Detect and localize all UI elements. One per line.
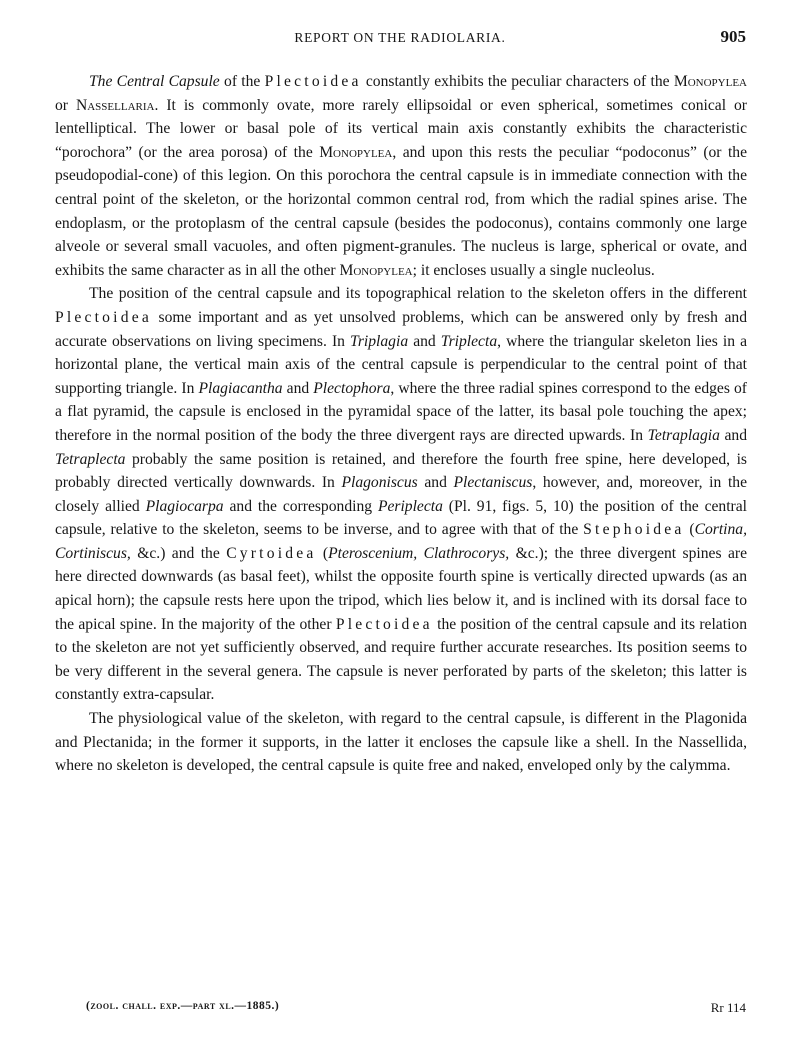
text-run: (Pl. 91, figs. 5, 10) the position of the central capsule, relative to the skeleton, seems to be inverse, and to agree with that of the: [55, 497, 748, 539]
smallcaps-term: Monopylea: [673, 73, 747, 90]
text-run: . It is commonly ovate, more rarely ellipsoidal or even spherical, sometimes conical or lentelliptical. The lower or basal pole of its vertical main axis constantly exhibits the characteristic “porochora” (or the area porosa) of the: [55, 96, 747, 161]
text-run: The position of the central capsule and its topographical relation to the skeleton offers in the different: [89, 285, 747, 303]
smallcaps-term: Monopylea: [319, 143, 393, 161]
italic-term: Tetraplecta: [55, 450, 126, 468]
smallcaps-term: Monopylea: [339, 261, 413, 279]
text-run: constantly exhibits the peculiar characters of the: [361, 73, 674, 90]
italic-term: Plectophora: [313, 379, 391, 397]
text-run: of the: [219, 73, 265, 90]
letterspaced-term: Plectoidea: [55, 308, 152, 326]
italic-term: The Central Capsule: [89, 73, 220, 90]
page-header: [0, 27, 800, 52]
body-text: [55, 70, 747, 778]
text-run: , where the triangular skeleton lies in a horizontal plane, the vertical main axis of the central capsule is perpendicular to the central point of that supporting triangle. In: [55, 332, 747, 397]
italic-term: Plagiocarpa: [145, 497, 224, 515]
text-run: the position of the central capsule and its relation to the skeleton are not yet sufficiently observed, and require further accurate researches. Its position seems to be very different in the several genera. The capsule is never perforated by parts of the skeleton; this latter is constantly extra-capsular.: [55, 615, 747, 704]
text-run: The physiological value of the skeleton, with regard to the central capsule, is different in the Plagonida and Plectanida; in the former it supports, in the latter it encloses the capsule like a shell. In the Nassellida, where no skeleton is developed, the central capsule is quite free and naked, enveloped only by the calymma.: [55, 710, 747, 775]
text-run: some important and as yet unsolved problems, which can be answered only by fresh and accurate observations on living specimens. In: [55, 308, 747, 350]
text-run: &c.) and the: [130, 544, 227, 562]
italic-term: Triplagia: [350, 332, 409, 350]
letterspaced-term: Cyrtoidea: [226, 544, 317, 562]
text-run: and the corresponding: [223, 497, 378, 515]
italic-term: Cortina, Cortiniscus,: [55, 521, 747, 562]
letterspaced-term: Stephoidea: [583, 521, 685, 539]
text-run: ; it encloses usually a single nucleolus.: [412, 261, 655, 279]
paragraph-2: [55, 282, 747, 707]
text-run: and: [408, 332, 441, 350]
italic-term: Pteroscenium, Clathrocorys,: [328, 544, 510, 562]
paragraph-3: [55, 707, 747, 778]
italic-term: Plectaniscus: [453, 474, 533, 492]
italic-term: Plagoniscus: [341, 474, 418, 492]
text-run: and: [417, 474, 454, 492]
text-run: or: [55, 96, 76, 114]
text-run: , and upon this rests the peculiar “podoconus” (or the pseudopodial-cone) of this legion. On this porochora the central capsule is in immediate connection with the central point of the skeleton, or the horizontal common central rod, from which the radial spines arise. The endoplasm, or the protoplasm of the central capsule (besides the podoconus), contains commonly one large alveole or several small vacuoles, and often pigment-granules. The nucleus is large, spherical or ovate, and exhibits the same character as in all the other: [55, 143, 747, 279]
italic-term: Periplecta: [377, 497, 443, 515]
page-number: 905: [720, 27, 746, 46]
running-title: REPORT ON THE RADIOLARIA.: [294, 30, 506, 45]
publication-reference: (zool. chall. exp.—part xl.—1885.): [86, 1000, 280, 1012]
text-run: &c.); the three divergent spines are here directed downwards (as basal feet), whilst the opposite fourth spine is vertically directed upwards (as an apical horn); the capsule rests here upon the tripod, which lies below it, and is inclined with its dorsal face to the apical spine. In the majority of the other: [55, 544, 747, 633]
letterspaced-term: Plectoidea: [264, 73, 362, 90]
italic-term: Triplecta: [440, 332, 498, 350]
text-run: (: [684, 521, 695, 539]
paragraph-1: [55, 70, 747, 282]
text-run: , where the three radial spines correspond to the edges of a flat pyramid, the capsule is enclosed in the pyramidal space of the latter, its basal pole touching the apex; therefore in the normal position of the body the three divergent rays are directed upwards. In: [55, 379, 748, 444]
signature-mark: Rr 114: [710, 1000, 746, 1015]
text-run: and: [282, 379, 314, 397]
text-run: (: [316, 544, 329, 562]
text-run: , however, and, moreover, in the closely allied: [55, 474, 747, 515]
letterspaced-term: Plectoidea: [335, 615, 433, 633]
page-footer: [0, 1000, 800, 1020]
text-run: probably the same position is retained, and therefore the fourth free spine, here developed, is probably directed vertically downwards. In: [55, 450, 747, 492]
italic-term: Tetraplagia: [647, 426, 720, 444]
smallcaps-term: Nassellaria: [75, 96, 155, 114]
text-run: and: [719, 426, 748, 444]
italic-term: Plagiacantha: [198, 379, 283, 397]
